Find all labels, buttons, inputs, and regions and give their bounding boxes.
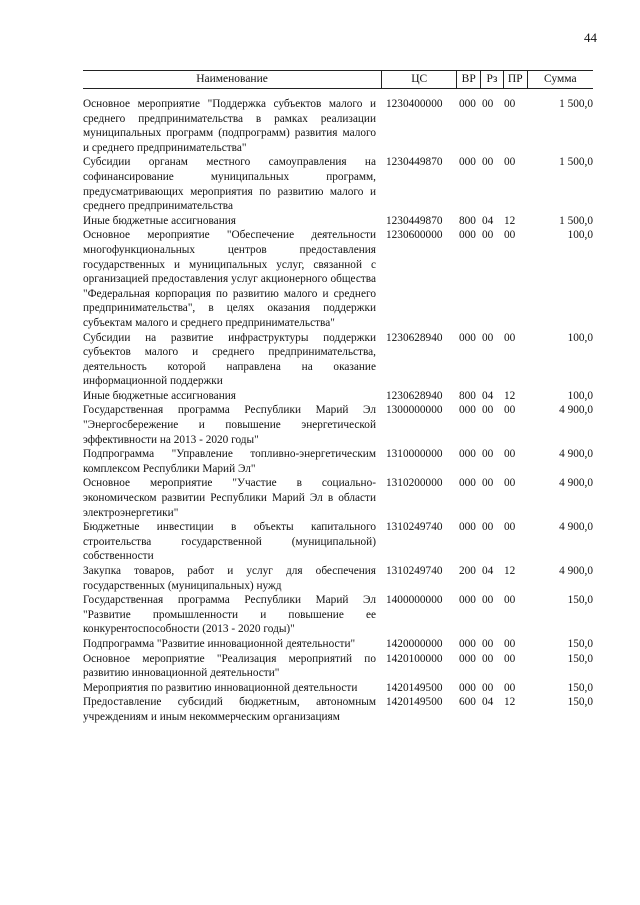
cell-cs: 1230400000 bbox=[386, 98, 443, 110]
cell-rz: 04 bbox=[482, 214, 494, 227]
cell-vr: 000 bbox=[459, 594, 476, 607]
cell-rz: 00 bbox=[482, 637, 494, 650]
table-row bbox=[83, 564, 593, 593]
table-row bbox=[83, 403, 593, 447]
cell-sum: 1 500,0 bbox=[559, 98, 593, 110]
cell-name: Мероприятия по развитию инновационной деятельности bbox=[83, 681, 358, 694]
cell-name: Субсидии на развитие инфраструктуры поддержки субъектов малого и среднего предпринимательства, деятельность которой направлена на оказание информационной поддержки bbox=[83, 331, 376, 388]
cell-rz: 00 bbox=[482, 448, 494, 461]
cell-cs: 1230600000 bbox=[386, 229, 443, 242]
cell-pr: 00 bbox=[504, 594, 516, 607]
cell-cs: 1310000000 bbox=[386, 448, 443, 461]
table-row bbox=[83, 389, 593, 404]
cell-cs: 1420149500 bbox=[386, 696, 443, 709]
cell-cs: 1310249740 bbox=[386, 521, 443, 534]
cell-rz: 00 bbox=[482, 681, 494, 694]
cell-vr: 000 bbox=[459, 98, 476, 110]
cell-pr: 12 bbox=[504, 389, 516, 402]
cell-rz: 00 bbox=[482, 98, 494, 110]
cell-name: Иные бюджетные ассигнования bbox=[83, 214, 236, 227]
cell-name: Основное мероприятие "Реализация мероприятий по развитию инновационной деятельности" bbox=[83, 652, 376, 680]
cell-sum: 4 900,0 bbox=[559, 448, 593, 461]
cell-sum: 150,0 bbox=[567, 637, 593, 650]
cell-pr: 12 bbox=[504, 214, 516, 227]
cell-cs: 1230449870 bbox=[386, 214, 443, 227]
cell-name: Подпрограмма "Управление топливно-энергетическим комплексом Республики Марий Эл" bbox=[83, 448, 376, 475]
cell-cs: 1230628940 bbox=[386, 331, 443, 344]
table-row bbox=[83, 214, 593, 229]
table-header bbox=[83, 70, 593, 89]
cell-sum: 1 500,0 bbox=[559, 156, 593, 169]
cell-cs: 1420100000 bbox=[386, 652, 443, 665]
cell-cs: 1310249740 bbox=[386, 565, 443, 577]
cell-pr: 00 bbox=[504, 331, 516, 344]
header-sum: Сумма bbox=[527, 71, 593, 88]
cell-rz: 00 bbox=[482, 331, 494, 344]
cell-cs: 1400000000 bbox=[386, 594, 443, 607]
cell-sum: 100,0 bbox=[567, 331, 593, 344]
cell-sum: 4 900,0 bbox=[559, 521, 593, 534]
cell-cs: 1230628940 bbox=[386, 389, 443, 402]
header-cs: ЦС bbox=[381, 71, 456, 88]
table-row bbox=[83, 652, 593, 681]
cell-name: Подпрограмма "Развитие инновационной деятельности" bbox=[83, 637, 356, 650]
cell-name: Закупка товаров, работ и услуг для обеспечения государственных (муниципальных) нужд bbox=[83, 565, 376, 592]
cell-vr: 200 bbox=[459, 565, 476, 577]
cell-sum: 150,0 bbox=[567, 696, 593, 709]
cell-name: Государственная программа Республики Марий Эл "Энергосбережение и повышение энергетической эффективности на 2013 - 2020 годы" bbox=[83, 404, 376, 446]
cell-name: Бюджетные инвестиции в объекты капитального строительства государственной (муниципальной) собственности bbox=[83, 521, 376, 563]
page-number: 44 bbox=[584, 30, 597, 45]
cell-sum: 4 900,0 bbox=[559, 404, 593, 417]
cell-name: Основное мероприятие "Поддержка субъектов малого и среднего предпринимательства в рамках реализации муниципальных программ (подпрограмм) развития малого и среднего предпринимательства" bbox=[83, 98, 376, 154]
cell-sum: 150,0 bbox=[567, 594, 593, 607]
table-row bbox=[83, 637, 593, 652]
budget-table bbox=[83, 70, 593, 725]
cell-sum: 150,0 bbox=[567, 652, 593, 665]
cell-name: Иные бюджетные ассигнования bbox=[83, 389, 236, 402]
cell-rz: 04 bbox=[482, 389, 494, 402]
cell-pr: 00 bbox=[504, 681, 516, 694]
table-row bbox=[83, 331, 593, 389]
cell-cs: 1420149500 bbox=[386, 681, 443, 694]
table-row bbox=[83, 228, 593, 330]
cell-cs: 1300000000 bbox=[386, 404, 443, 417]
table-row bbox=[83, 520, 593, 564]
table-row bbox=[83, 695, 593, 724]
cell-pr: 00 bbox=[504, 98, 516, 110]
cell-name: Предоставление субсидий бюджетным, автономным учреждениям и иным некоммерческим организациям bbox=[83, 696, 376, 723]
cell-vr: 600 bbox=[459, 696, 476, 709]
cell-pr: 00 bbox=[504, 652, 516, 665]
cell-rz: 00 bbox=[482, 229, 494, 242]
cell-pr: 12 bbox=[504, 696, 516, 709]
cell-pr: 00 bbox=[504, 229, 516, 242]
cell-pr: 12 bbox=[504, 565, 516, 577]
cell-vr: 800 bbox=[459, 214, 476, 227]
cell-sum: 1 500,0 bbox=[559, 214, 593, 227]
table-row bbox=[83, 155, 593, 213]
cell-rz: 00 bbox=[482, 594, 494, 607]
cell-vr: 000 bbox=[459, 477, 476, 490]
cell-rz: 04 bbox=[482, 696, 494, 709]
cell-rz: 04 bbox=[482, 565, 494, 577]
cell-sum: 4 900,0 bbox=[559, 477, 593, 490]
cell-rz: 00 bbox=[482, 477, 494, 490]
table-row bbox=[83, 97, 593, 155]
cell-vr: 000 bbox=[459, 637, 476, 650]
cell-pr: 00 bbox=[504, 477, 516, 490]
table-row bbox=[83, 593, 593, 637]
cell-vr: 000 bbox=[459, 448, 476, 461]
header-vr: ВР bbox=[456, 71, 480, 88]
cell-cs: 1310200000 bbox=[386, 477, 443, 490]
table-row bbox=[83, 447, 593, 476]
table-body bbox=[83, 89, 593, 725]
cell-name: Основное мероприятие "Участие в социально-экономическом развитии Республики Марий Эл в области электроэнергетики" bbox=[83, 477, 376, 519]
cell-rz: 00 bbox=[482, 156, 494, 169]
cell-name: Государственная программа Республики Марий Эл "Развитие промышленности и повышение ее конкурентоспособности (2013 - 2020 годы)" bbox=[83, 594, 376, 636]
cell-sum: 150,0 bbox=[567, 681, 593, 694]
cell-vr: 000 bbox=[459, 229, 476, 242]
cell-pr: 00 bbox=[504, 404, 516, 417]
cell-name: Основное мероприятие "Обеспечение деятельности многофункциональных центров предоставления государственных и муниципальных услуг, связанной с организацией предоставления услуг акционерного общества "Федеральная корпорация по развитию малого и среднего предпринимательства", в целях оказания поддержки субъектам малого и среднего предпринимательства" bbox=[83, 229, 376, 329]
cell-vr: 000 bbox=[459, 331, 476, 344]
cell-sum: 100,0 bbox=[567, 389, 593, 402]
cell-pr: 00 bbox=[504, 156, 516, 169]
cell-vr: 000 bbox=[459, 404, 476, 417]
header-pr: ПР bbox=[503, 71, 527, 88]
cell-cs: 1420000000 bbox=[386, 637, 443, 650]
cell-vr: 000 bbox=[459, 652, 476, 665]
cell-sum: 100,0 bbox=[567, 229, 593, 242]
header-name: Наименование bbox=[196, 73, 268, 85]
table-row bbox=[83, 681, 593, 696]
cell-cs: 1230449870 bbox=[386, 156, 443, 169]
cell-sum: 4 900,0 bbox=[559, 565, 593, 577]
cell-rz: 00 bbox=[482, 521, 494, 534]
cell-vr: 000 bbox=[459, 156, 476, 169]
cell-vr: 800 bbox=[459, 389, 476, 402]
cell-vr: 000 bbox=[459, 521, 476, 534]
cell-pr: 00 bbox=[504, 448, 516, 461]
cell-vr: 000 bbox=[459, 681, 476, 694]
cell-name: Субсидии органам местного самоуправления на софинансирование муниципальных программ, предусматривающих мероприятия по развитию малого и среднего предпринимательства bbox=[83, 156, 376, 213]
cell-pr: 00 bbox=[504, 521, 516, 534]
table-row bbox=[83, 476, 593, 520]
header-rz: Рз bbox=[480, 71, 503, 88]
cell-rz: 00 bbox=[482, 652, 494, 665]
cell-rz: 00 bbox=[482, 404, 494, 417]
cell-pr: 00 bbox=[504, 637, 516, 650]
